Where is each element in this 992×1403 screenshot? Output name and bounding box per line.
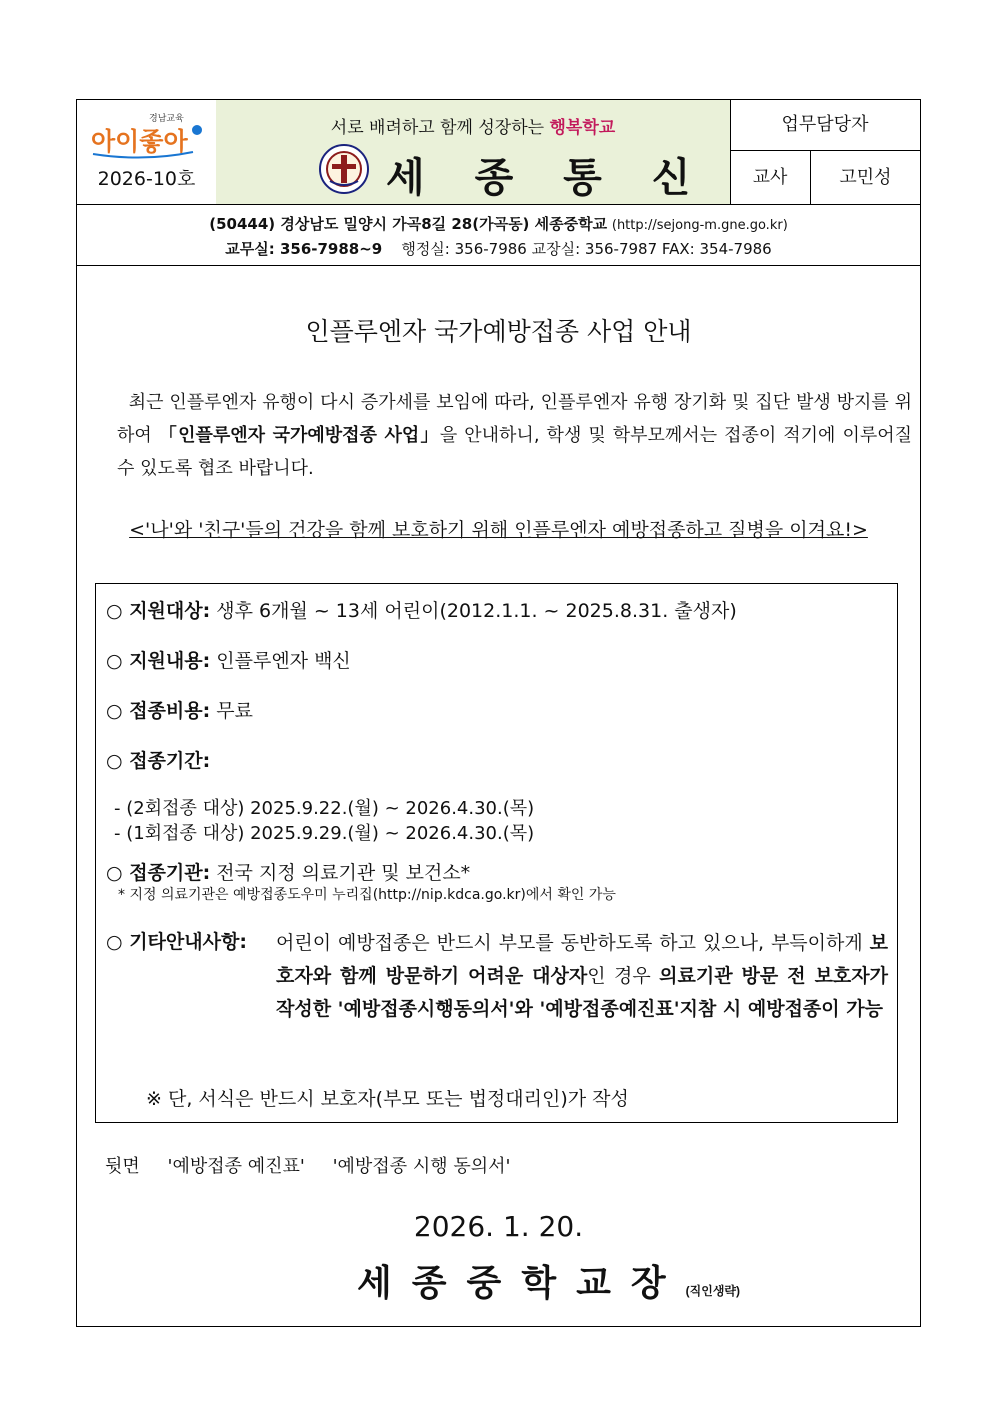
contact-info <box>77 205 920 266</box>
manager-role: 교사 <box>730 151 811 204</box>
svg-text:경남교육: 경남교육 <box>149 114 184 124</box>
issue-date: 2026. 1. 20. <box>413 1210 584 1243</box>
newsletter-header <box>77 100 920 205</box>
vaccination-period: ○ 접종기간: <box>106 750 211 772</box>
manager-label: 업무담당자 <box>730 100 920 151</box>
school-url[interactable]: (http://sejong-m.gne.go.kr) <box>611 218 788 233</box>
principal-signature: 세종중학교장(직인생략) <box>357 1262 741 1304</box>
school-slogan: 서로 배려하고 함께 성장하는 행복학교 <box>330 118 616 138</box>
document-title: 인플루엔자 국가예방접종 사업 안내 <box>305 317 692 346</box>
support-target: ○ 지원대상: 생후 6개월 ~ 13세 어린이(2012.1.1. ~ 2025.8.31. 출생자) <box>106 600 737 622</box>
period-one-dose: - (1회접종 대상) 2025.9.29.(월) ~ 2026.4.30.(목) <box>114 823 535 844</box>
school-emblem-icon <box>318 143 370 195</box>
newsletter-title: 세 종 통 신 <box>386 154 709 201</box>
title-cell <box>216 100 731 204</box>
support-content: ○ 지원내용: 인플루엔자 백신 <box>106 650 351 672</box>
back-page-note: 뒷면 '예방접종 예진표' '예방접종 시행 동의서' <box>105 1156 511 1177</box>
vaccination-info-box <box>95 583 898 1123</box>
newsletter-page <box>76 99 921 1327</box>
vaccination-cost: ○ 접종비용: 무료 <box>106 700 253 722</box>
etc-text: 어린이 예방접종은 반드시 부모를 동반하도록 하고 있으나, 부득이하게 보호자와 함께 방문하기 어려운 대상자인 경우 의료기관 방문 전 보호자가 작성한 '예방접종시행동의서'와 '예방접종예진표'지참 시 예방접종이 가능 <box>276 932 888 1020</box>
issue-number: 2026-10호 <box>97 168 196 190</box>
manager-cell <box>730 100 920 204</box>
period-two-dose: - (2회접종 대상) 2025.9.22.(월) ~ 2026.4.30.(목) <box>114 798 535 819</box>
intro-paragraph: 최근 인플루엔자 유행이 다시 증가세를 보임에 따라, 인플루엔자 유행 장기화 및 집단 발생 방지를 위하여 「인플루엔자 국가예방접종 사업」을 안내하니, 학생 및 학부모께서는 접종이 적기에 이루어질 수 있도록 협조 바랍니다. <box>117 392 913 479</box>
vaccination-org: ○ 접종기관: 전국 지정 의료기관 및 보건소* <box>106 862 471 884</box>
etc-label: ○ 기타안내사항: <box>106 931 247 953</box>
campaign-slogan: <'나'와 '친구'들의 건강을 함께 보호하기 위해 인플루엔자 예방접종하고 질병을 이겨요!> <box>129 519 868 541</box>
logo-cell <box>77 100 217 204</box>
education-logo <box>89 110 204 162</box>
org-note: * 지정 의료기관은 예방접종도우미 누리집(http://nip.kdca.go.kr)에서 확인 가능 <box>118 887 616 903</box>
svg-text:아이좋아: 아이좋아 <box>91 127 188 156</box>
form-caution: ※ 단, 서식은 반드시 보호자(부모 또는 법정대리인)가 작성 <box>146 1088 629 1110</box>
school-address: (50444) 경상남도 밀양시 가곡8길 28(가곡동) 세종중학교 (http://sejong-m.gne.go.kr) <box>209 215 788 233</box>
manager-name: 고민성 <box>839 167 892 188</box>
school-phones: 교무실: 356-7988~9 행정실: 356-7986 교장실: 356-7987 FAX: 354-7986 <box>225 240 772 258</box>
